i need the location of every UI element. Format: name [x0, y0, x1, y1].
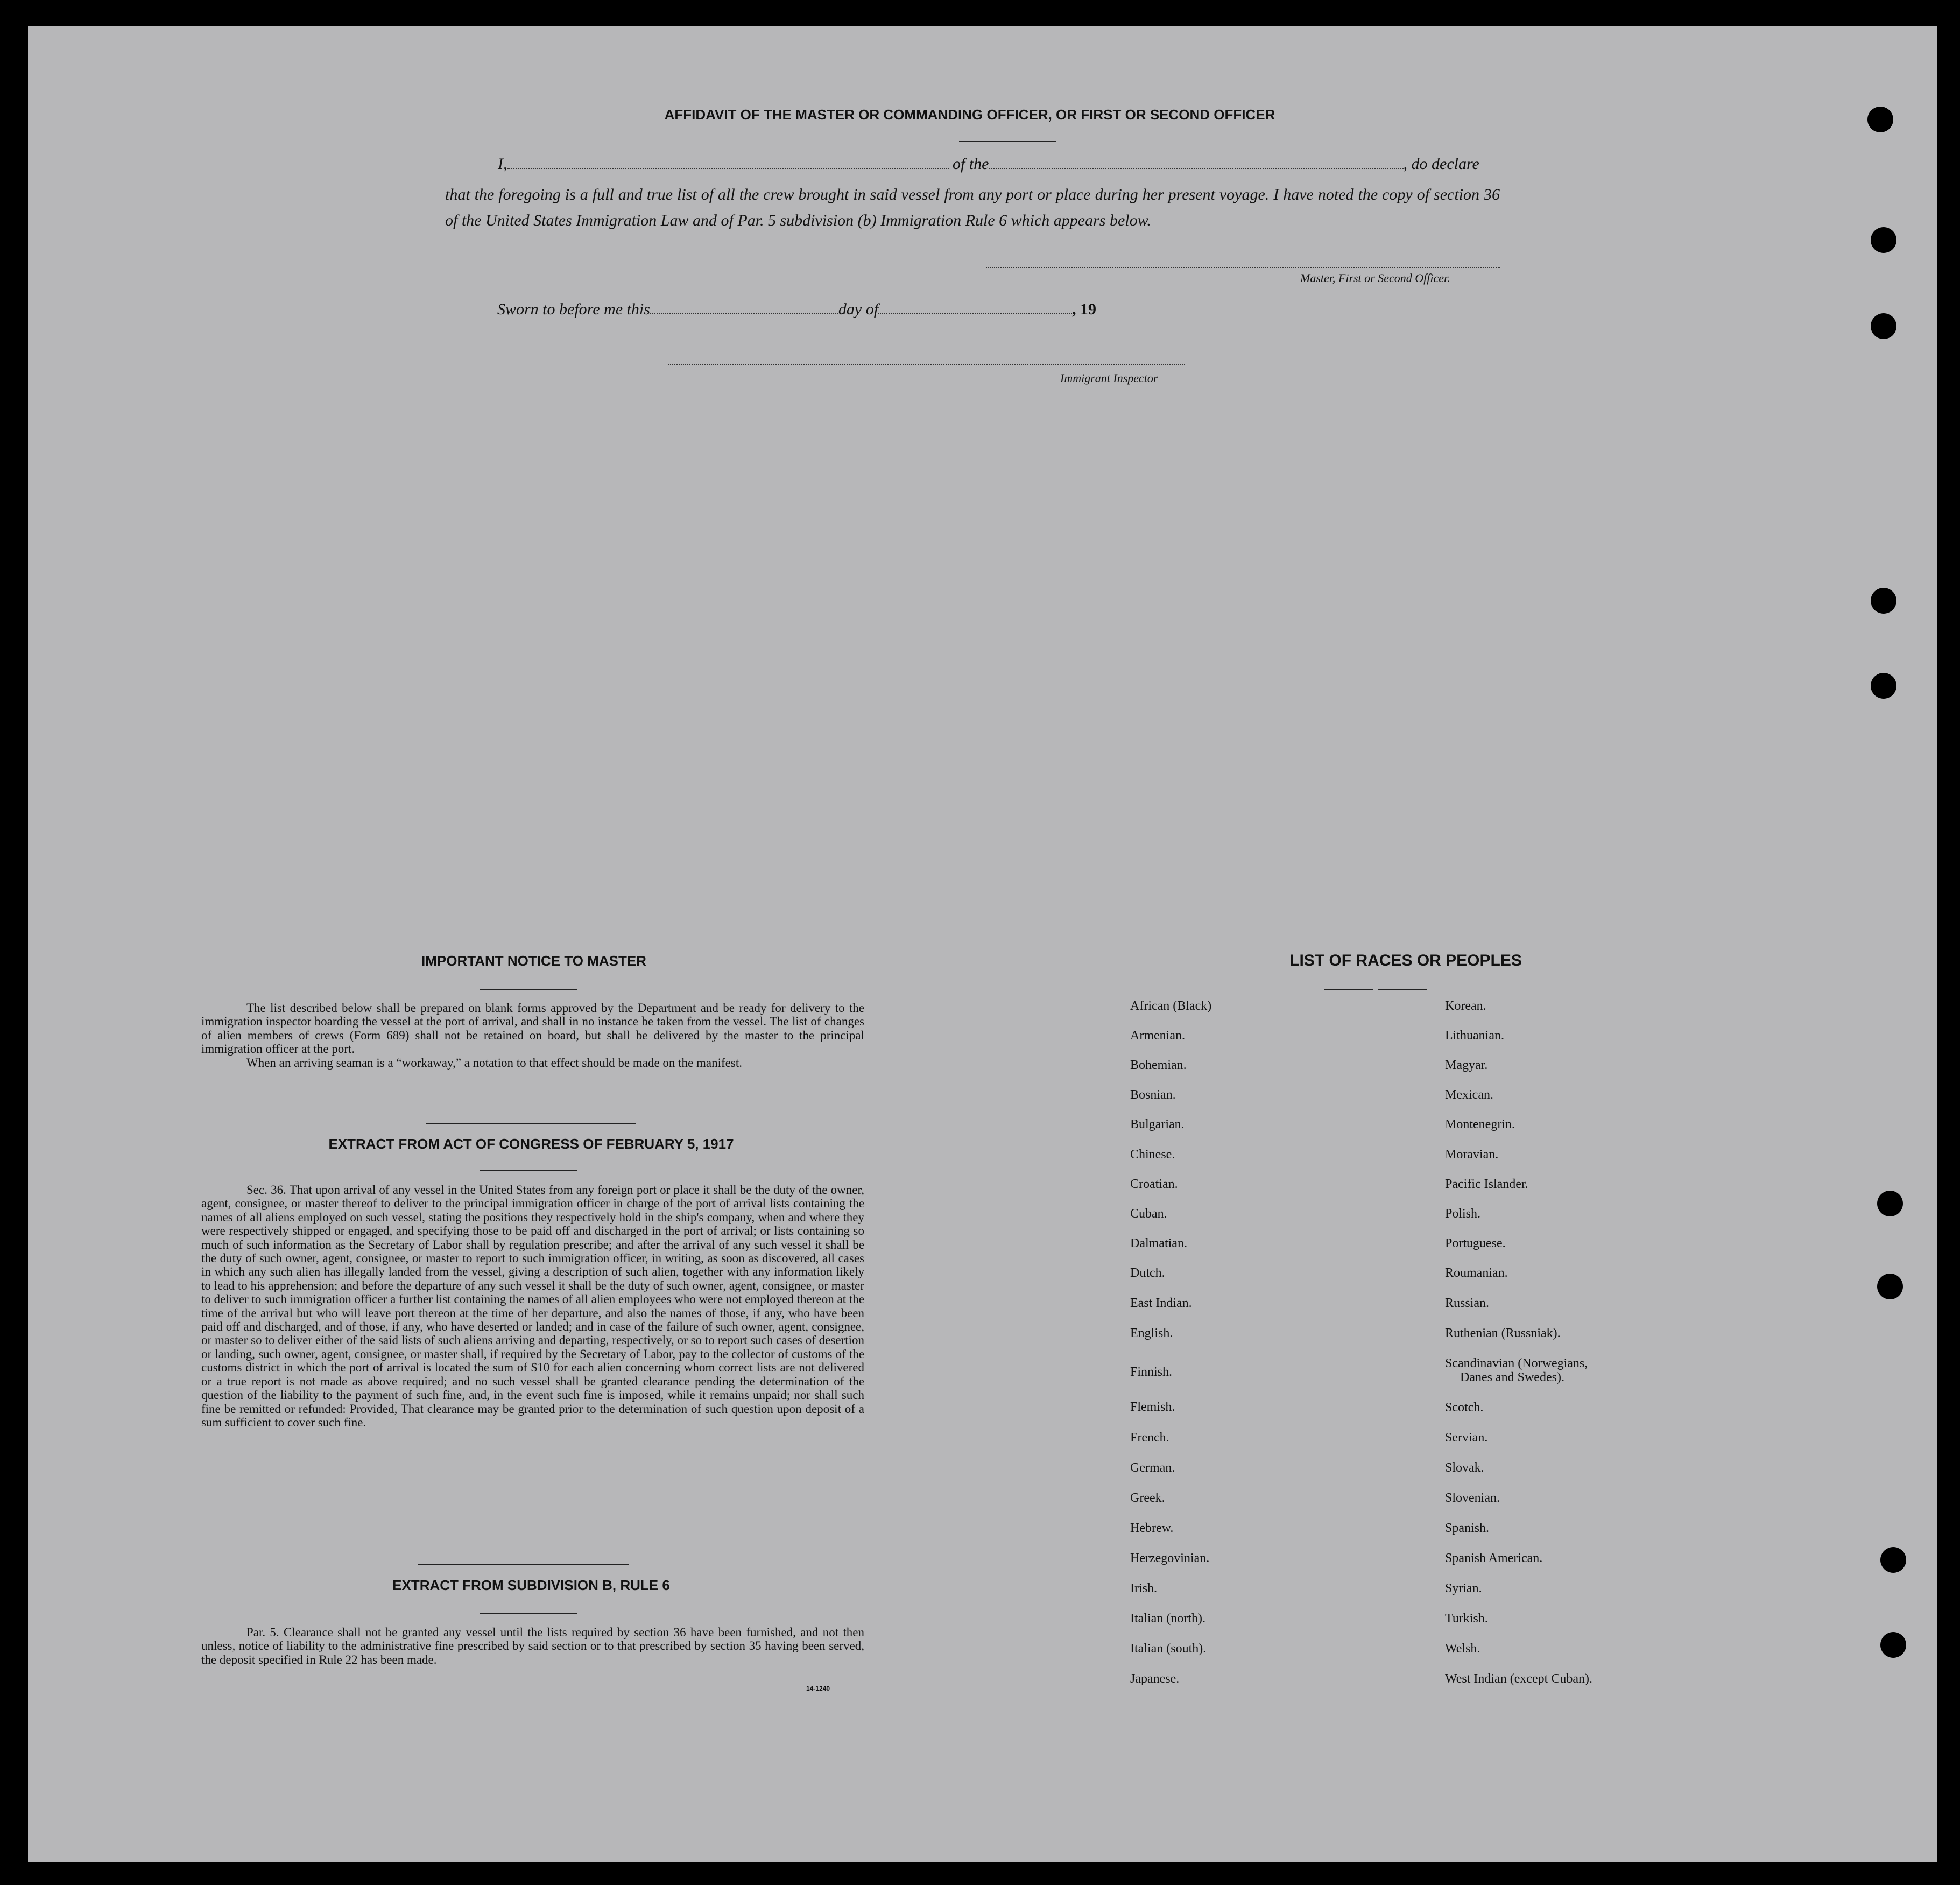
race-item: African (Black)	[1130, 999, 1212, 1013]
race-item: Flemish.	[1130, 1400, 1175, 1414]
inspector-signature-label: Immigrant Inspector	[1060, 371, 1158, 385]
notice-text	[201, 1001, 864, 1070]
race-item: Korean.	[1445, 999, 1486, 1013]
notice-paragraph-2: When an arriving seaman is a “workaway,” a notation to that effect should be made on the manifest.	[246, 1056, 742, 1070]
race-item: Turkish.	[1445, 1612, 1488, 1626]
race-item: Roumanian.	[1445, 1266, 1508, 1280]
declarant-name-field[interactable]	[507, 156, 949, 169]
race-item: Cuban.	[1130, 1207, 1167, 1221]
race-item: West Indian (except Cuban).	[1445, 1672, 1592, 1686]
rule-title: EXTRACT FROM SUBDIVISION B, RULE 6	[392, 1577, 670, 1593]
race-item: Scotch.	[1445, 1401, 1484, 1415]
race-item: Finnish.	[1130, 1365, 1173, 1379]
notice-title: IMPORTANT NOTICE TO MASTER	[421, 953, 646, 969]
race-item: German.	[1130, 1461, 1175, 1475]
master-signature-label: Master, First or Second Officer.	[1300, 271, 1450, 285]
master-signature-line[interactable]	[986, 267, 1500, 268]
race-item: Pacific Islander.	[1445, 1177, 1528, 1191]
race-item: Russian.	[1445, 1296, 1490, 1310]
divider-rule	[426, 1123, 636, 1124]
race-item: English.	[1130, 1326, 1173, 1340]
binder-hole	[1880, 1632, 1906, 1658]
race-item: Mexican.	[1445, 1088, 1493, 1102]
act-title: EXTRACT FROM ACT OF CONGRESS OF FEBRUARY 5, 1917	[328, 1136, 734, 1152]
race-item: Lithuanian.	[1445, 1029, 1504, 1043]
race-item: Scandinavian (Norwegians,	[1445, 1356, 1588, 1370]
race-item: Irish.	[1130, 1581, 1157, 1595]
declarant-prefix: I,	[498, 155, 507, 173]
race-item: Slovenian.	[1445, 1491, 1500, 1505]
race-item: French.	[1130, 1431, 1169, 1445]
race-item: Syrian.	[1445, 1581, 1482, 1595]
binder-hole	[1871, 227, 1896, 253]
race-item: Ruthenian (Russniak).	[1445, 1326, 1561, 1340]
rule-rule	[480, 1613, 577, 1614]
race-item: Portuguese.	[1445, 1236, 1506, 1250]
do-declare-label: , do declare	[1403, 155, 1479, 173]
race-item: Italian (north).	[1130, 1612, 1205, 1626]
rule-text	[201, 1626, 864, 1666]
sworn-prefix: Sworn to before me this	[497, 300, 650, 318]
rule-paragraph-5: Par. 5. Clearance shall not be granted any vessel until the lists required by section 36 have been furnished, and not then unless, notice of liability to the administrative fine prescribed by said section or to that prescribed by section 35 having been served, the deposit specified in Rule 22 has been made.	[201, 1626, 864, 1666]
race-item: Servian.	[1445, 1431, 1488, 1445]
act-text	[201, 1183, 864, 1429]
race-item: Magyar.	[1445, 1058, 1488, 1072]
inspector-signature-line[interactable]	[668, 364, 1185, 365]
affidavit-title: AFFIDAVIT OF THE MASTER OR COMMANDING OFFICER, OR FIRST OR SECOND OFFICER	[664, 107, 1275, 123]
race-item: Montenegrin.	[1445, 1117, 1515, 1131]
race-item: Chinese.	[1130, 1148, 1175, 1162]
of-the-label: of the	[953, 155, 989, 173]
notice-rule	[480, 989, 577, 990]
race-item: Dalmatian.	[1130, 1236, 1187, 1250]
declaration-text: that the foregoing is a full and true list of all the crew brought in said vessel from any port or place during her present voyage. I have noted the copy of section 36 of the United States Immigration Law and of Par. 5 subdivision (b) Immigration Rule 6 which appears below.	[445, 186, 1500, 229]
race-item: Armenian.	[1130, 1029, 1185, 1043]
race-item: Herzegovinian.	[1130, 1551, 1210, 1565]
race-item: Croatian.	[1130, 1177, 1178, 1191]
sworn-year-label: , 19	[1072, 300, 1097, 318]
form-number: 14-1240	[806, 1685, 830, 1692]
race-item: Spanish.	[1445, 1521, 1490, 1535]
races-rule	[1378, 989, 1427, 990]
binder-hole	[1871, 673, 1896, 699]
races-rule	[1324, 989, 1373, 990]
form-page	[28, 26, 1937, 1862]
race-item: Hebrew.	[1130, 1521, 1174, 1535]
race-item: Dutch.	[1130, 1266, 1165, 1280]
race-item: Spanish American.	[1445, 1551, 1543, 1565]
race-item: Slovak.	[1445, 1461, 1484, 1475]
sworn-day-of-label: day of	[838, 300, 879, 318]
race-item: Polish.	[1445, 1207, 1481, 1221]
race-item: Moravian.	[1445, 1148, 1499, 1162]
binder-hole	[1871, 313, 1896, 339]
race-item: Welsh.	[1445, 1642, 1480, 1656]
race-item: Bohemian.	[1130, 1058, 1187, 1072]
binder-hole	[1867, 107, 1893, 132]
sworn-month-field[interactable]	[878, 301, 1072, 314]
race-item: Danes and Swedes).	[1460, 1370, 1564, 1384]
binder-hole	[1871, 588, 1896, 614]
vessel-name-field[interactable]	[989, 156, 1404, 169]
act-section-36: Sec. 36. That upon arrival of any vessel in the United States from any foreign port or place it shall be the duty of the owner, agent, consignee, or master thereof to deliver to the principal immigration officer in charge of the port of arrival lists containing the names of all aliens employed on such vessel, stating the positions they respectively hold in the ship's company, when and where they were respectively shipped or engaged, and specifying those to be paid off and discharged in the port of arrival; or lists containing so much of such information as the Secretary of Labor shall by regulation prescribe; and after the arrival of any such vessel it shall be the duty of such owner, agent, consignee, or master to report to such immigration officer, in writing, as soon as discovered, all cases in which any such alien has illegally landed from the vessel, giving a description of such alien, together with any information likely to lead to his apprehension; and before the departure of any such vessel it shall be the duty of such owner, agent, consignee, or master to deliver to such immigration officer a further list containing the names of all alien employees who were not employed thereon at the time of the arrival but who will leave port thereon at the time of her departure, and also the names of those, if any, who have been paid off and discharged, and of those, if any, who have deserted or landed; and in case of the failure of such owner, agent, consignee, or master so to deliver either of the said lists of such aliens arriving and departing, respectively, or so to report such cases of desertion or landing, such owner, agent, consignee, or master shall, if required by the Secretary of Labor, pay to the collector of customs of the customs district in which the port of arrival is located the sum of $10 for each alien concerning whom correct lists are not delivered or a true report is not made as above required; and no such vessel shall be granted clearance pending the determination of the question of the liability to the payment of such fine, and, in the event such fine is imposed, while it remains unpaid; nor shall such fine be remitted or refunded: Provided, That clearance may be granted prior to the determination of such question upon deposit of a sum sufficient to cover such fine.	[201, 1183, 864, 1429]
sworn-line	[497, 300, 1096, 319]
act-rule	[480, 1170, 577, 1171]
title-rule	[959, 141, 1056, 142]
declaration-line	[498, 155, 1479, 173]
race-item: Bosnian.	[1130, 1088, 1176, 1102]
race-item: Greek.	[1130, 1491, 1165, 1505]
race-item: East Indian.	[1130, 1296, 1192, 1310]
binder-hole	[1877, 1274, 1903, 1299]
binder-hole	[1877, 1191, 1903, 1216]
races-title: LIST OF RACES OR PEOPLES	[1289, 952, 1522, 969]
binder-hole	[1880, 1547, 1906, 1573]
race-item: Italian (south).	[1130, 1642, 1207, 1656]
divider-rule	[418, 1564, 629, 1565]
sworn-day-field[interactable]	[650, 301, 838, 314]
race-item: Bulgarian.	[1130, 1117, 1185, 1131]
race-item: Japanese.	[1130, 1672, 1180, 1686]
notice-paragraph-1: The list described below shall be prepared on blank forms approved by the Department and be ready for delivery to the immigration inspector boarding the vessel at the port of arrival, and shall in no instance be taken from the vessel. The list of changes of alien members of crews (Form 689) shall not be retained on board, but shall be delivered by the master to the principal immigration officer at the port.	[201, 1001, 864, 1056]
